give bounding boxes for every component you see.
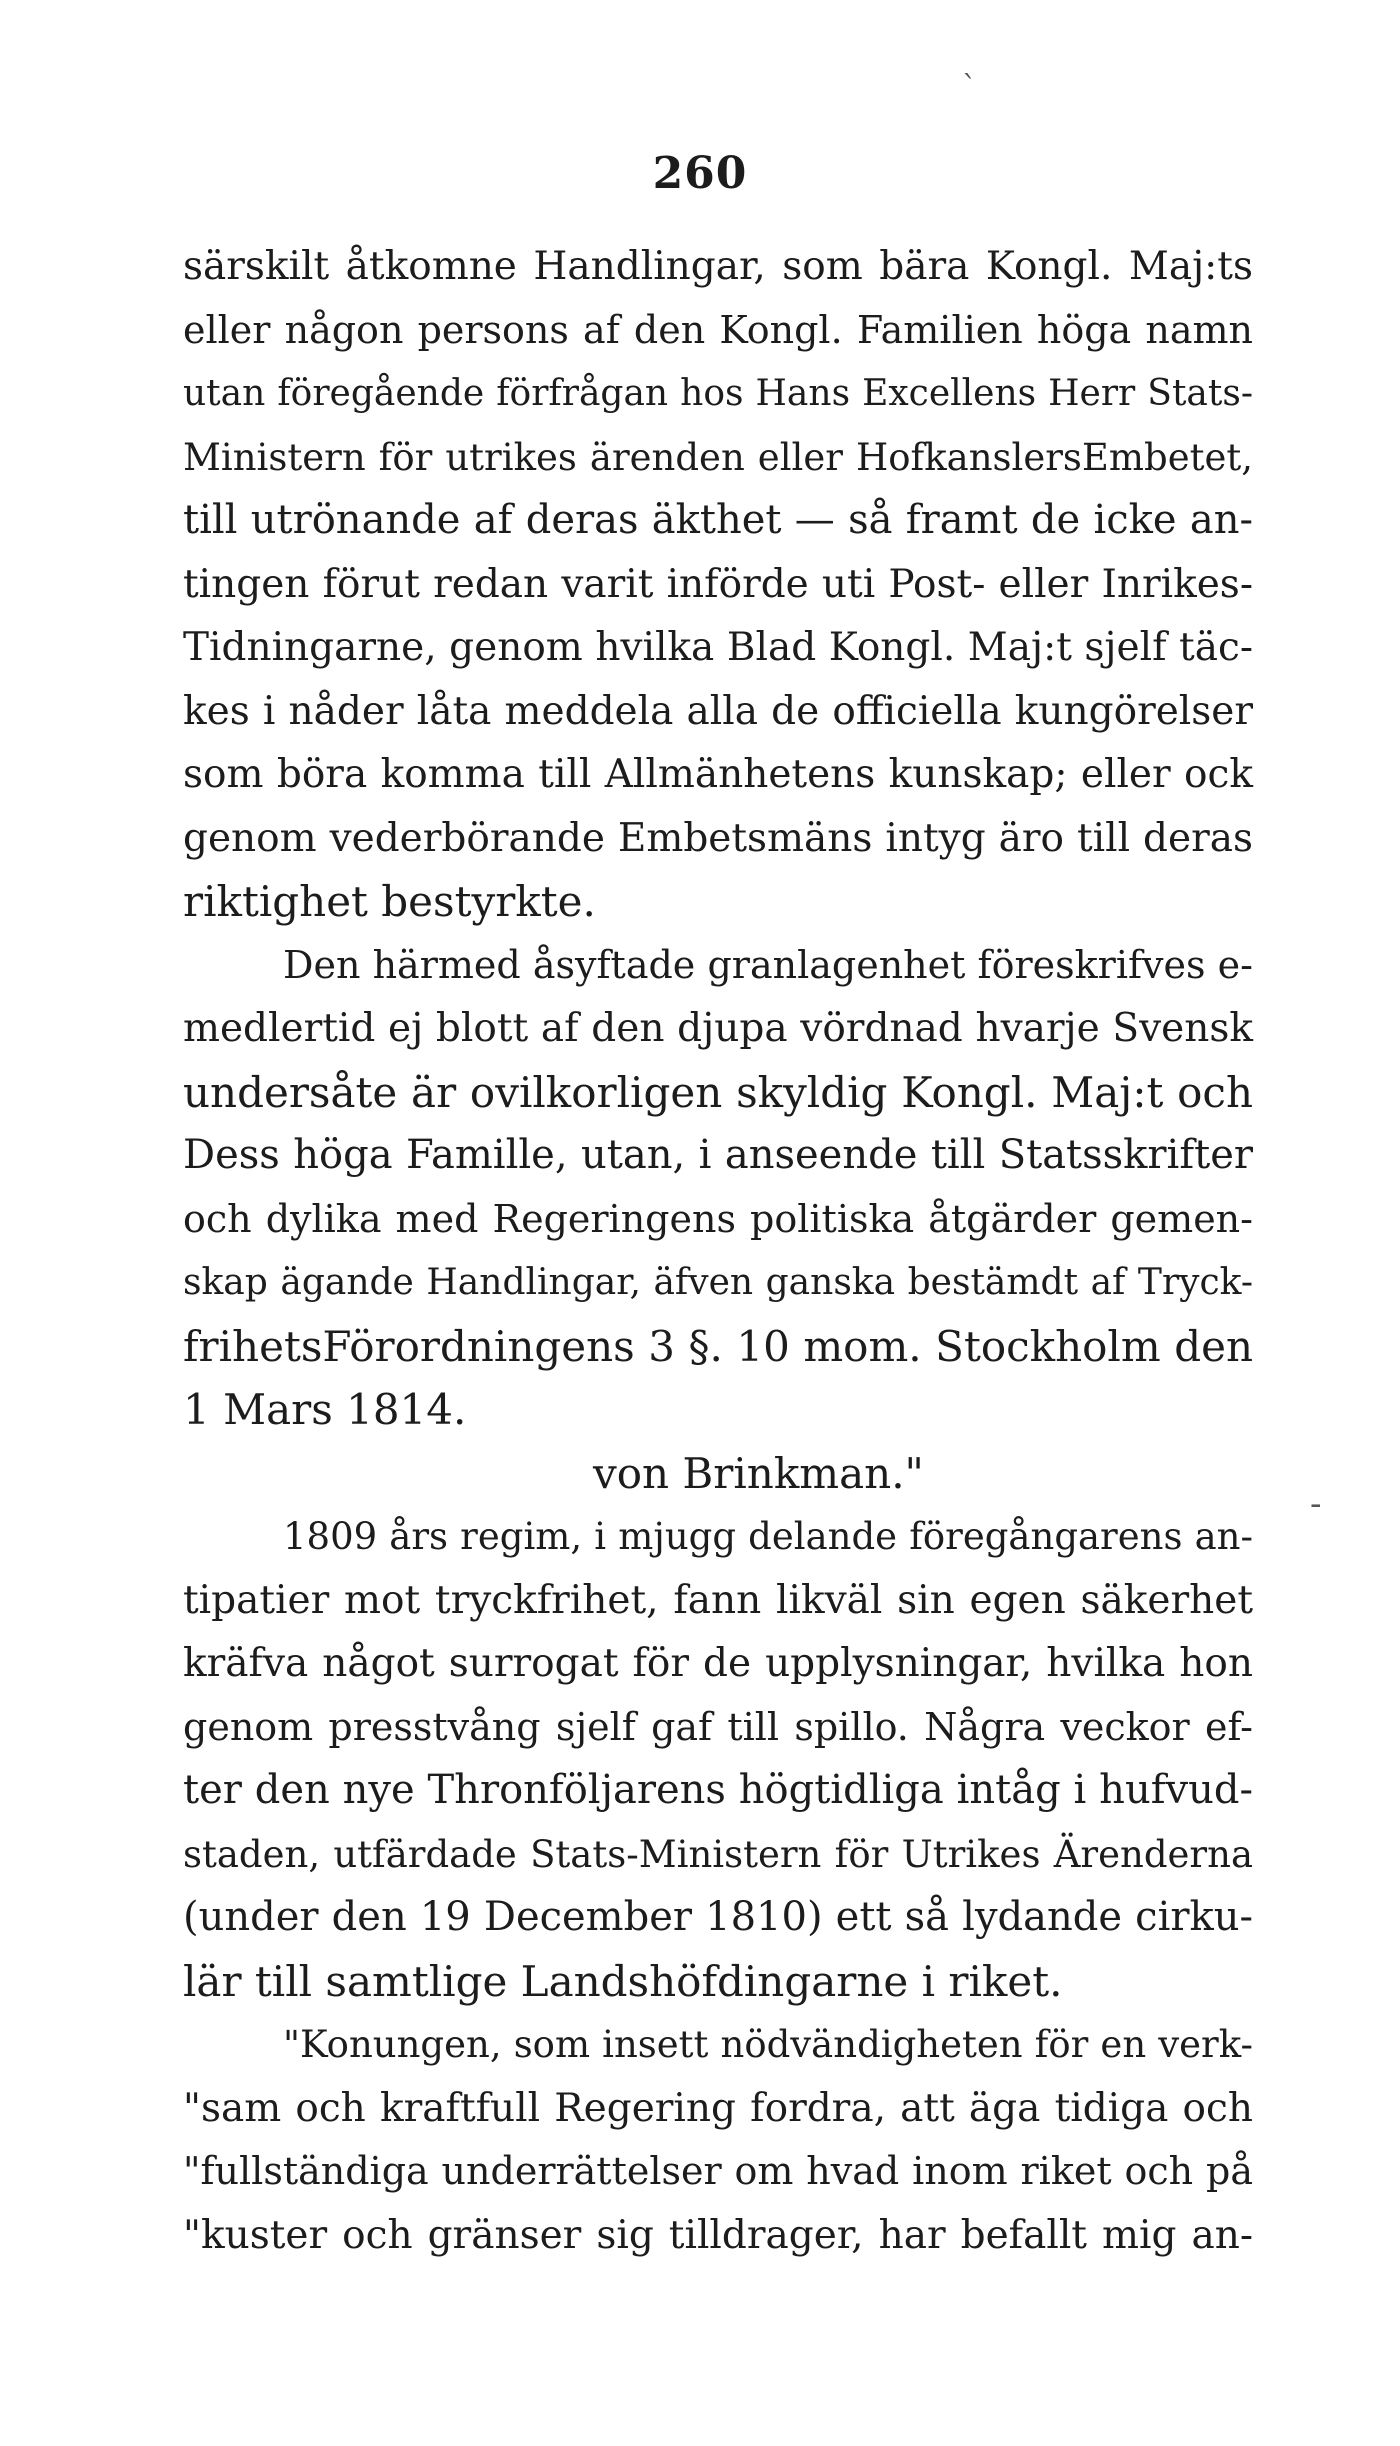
text-line: särskilt åtkomne Handlingar, som bära Kongl. Maj:ts [183,244,1253,289]
text-line: utan föregående förfrågan hos Hans Excellens Herr Stats- [183,373,1253,414]
text-line: riktighet bestyrkte. [183,877,596,926]
text-line: frihetsFörordningens 3 §. 10 mom. Stockholm den [183,1321,1253,1371]
text-line: Den härmed åsyftade granlagenhet föreskrifves e- [283,942,1253,987]
text-line: genom vederbörande Embetsmäns intyg äro till deras [183,815,1253,861]
text-line: "kuster och gränser sig tilldrager, har befallt mig an- [183,2212,1253,2258]
page-number: 260 [652,148,748,199]
text-line: (under den 19 December 1810) ett så lydande cirku- [183,1894,1253,1940]
text-line: till utrönande af deras äkthet — så framt de icke an- [183,497,1253,543]
text-line: 1 Mars 1814. [183,1385,467,1434]
text-line: undersåte är ovilkorligen skyldig Kongl. Maj:t och [183,1067,1253,1117]
text-line: ter den nye Thronföljarens högtidliga intåg i hufvud- [183,1767,1253,1813]
margin-mark-side: - [1310,1484,1322,1524]
text-line: "fullständiga underrättelser om hvad inom riket och på [183,2149,1253,2193]
text-line: Tidningarne, genom hvilka Blad Kongl. Maj:t sjelf täc- [183,625,1253,670]
text-line: "Konungen, som insett nödvändigheten för en verk- [283,2023,1253,2066]
text-line: von Brinkman." [593,1448,924,1498]
text-line: och dylika med Regeringens politiska åtgärder gemen- [183,1196,1253,1241]
text-line: tipatier mot tryckfrihet, fann likväl sin egen säkerhet [183,1577,1253,1623]
margin-mark-top: ˋ [962,70,977,105]
text-line: medlertid ej blott af den djupa vördnad hvarje Svensk [183,1006,1253,1051]
body-text [183,235,1253,2267]
text-line: "sam och kraftfull Regering fordra, att äga tidiga och [183,2085,1253,2131]
text-line: 1809 års regim, i mjugg delande föregångarens an- [283,1515,1253,1558]
text-line: genom presstvång sjelf gaf till spillo. Några veckor ef- [183,1704,1253,1749]
text-line: kräfva något surrogat för de upplysningar, hvilka hon [183,1641,1253,1686]
text-line: eller någon persons af den Kongl. Familien höga namn [183,307,1253,352]
text-line: som böra komma till Allmänhetens kunskap; eller ock [183,752,1253,797]
text-line: staden, utfärdade Stats-Ministern för Utrikes Ärenderna [183,1832,1253,1876]
text-line: tingen förut redan varit införde uti Post- eller Inrikes- [183,561,1253,607]
text-line: kes i nåder låta meddela alla de officiella kungörelser [183,688,1253,734]
text-line: lär till samtlige Landshöfdingarne i riket. [183,1956,1063,2006]
text-line: Dess höga Famille, utan, i anseende till Statsskrifter [183,1132,1253,1178]
text-line: skap ägande Handlingar, äfven ganska bestämdt af Tryck- [183,1262,1253,1303]
text-line: Ministern för utrikes ärenden eller HofkanslersEmbetet, [183,435,1253,479]
